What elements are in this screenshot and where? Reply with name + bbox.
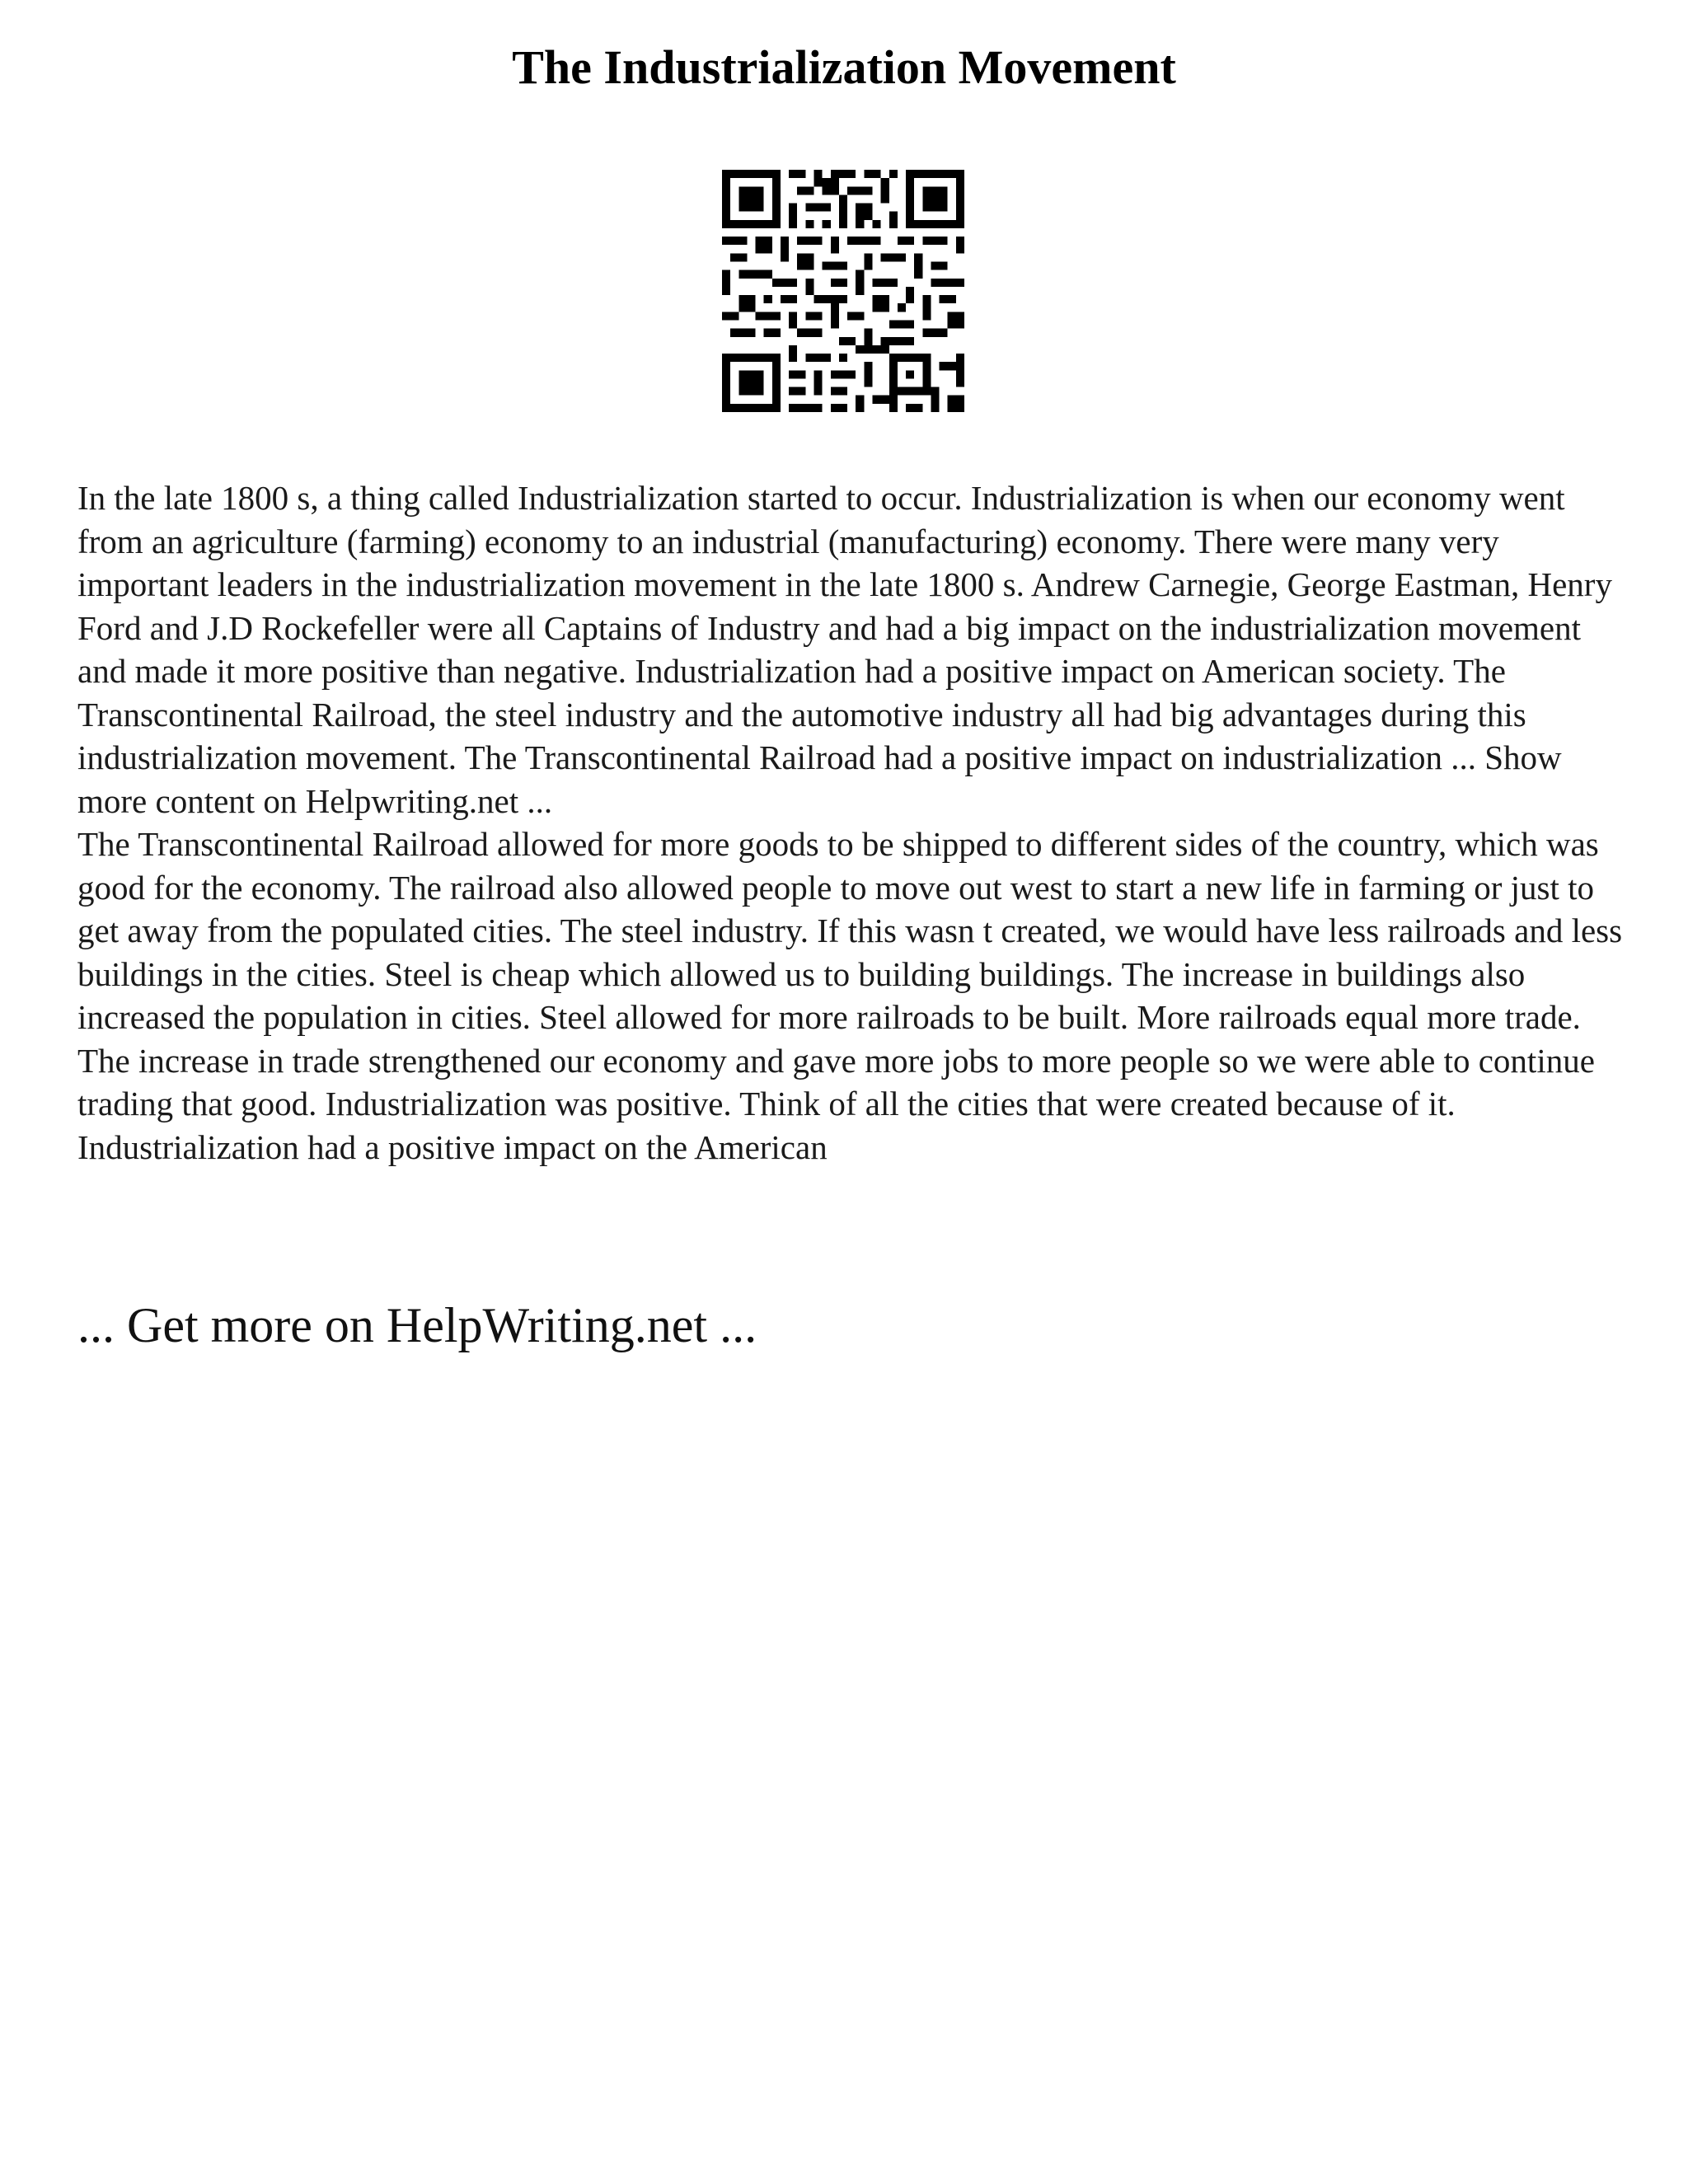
paragraph-1: In the late 1800 s, a thing called Industrialization started to occur. Industrialization is when our economy went from an agriculture (farming) economy to an industrial (manufacturing) economy. There were many very important leaders in the industrialization movement in the late 1800 s. Andrew Carnegie, George Eastman, Henry Ford and J.D Rockefeller were all Captains of Industry and had a big impact on the industrialization movement and made it more positive than negative. Industrialization had a positive impact on American society. The Transcontinental Railroad, the steel industry and the automotive industry all had big advantages during this industrialization movement. The Transcontinental Railroad had a positive impact on industrialization ... Show more content on Helpwriting.net ... [77,479,1612,820]
paragraph-2: The Transcontinental Railroad allowed for more goods to be shipped to different sides of the country, which was good for the economy. The railroad also allowed people to move out west to start a new life in farming or just to get away from the populated cities. The steel industry. If this wasn t created, we would have less railroads and less buildings in the cities. Steel is cheap which allowed us to building buildings. The increase in buildings also increased the population in cities. Steel allowed for more railroads to be built. More railroads equal more trade. The increase in trade strengthened our economy and gave more jobs to more people so we were able to continue trading that good. Industrialization was positive. Think of all the cities that were created because of it. Industrialization had a positive impact on the American [77,825,1623,1166]
qr-code-graphic [722,170,964,412]
document-title: The Industrialization Movement [512,40,1176,94]
article-body [77,476,1627,1169]
qr-code-icon[interactable] [722,170,964,412]
get-more-link[interactable]: ... Get more on HelpWriting.net ... [77,1298,757,1352]
